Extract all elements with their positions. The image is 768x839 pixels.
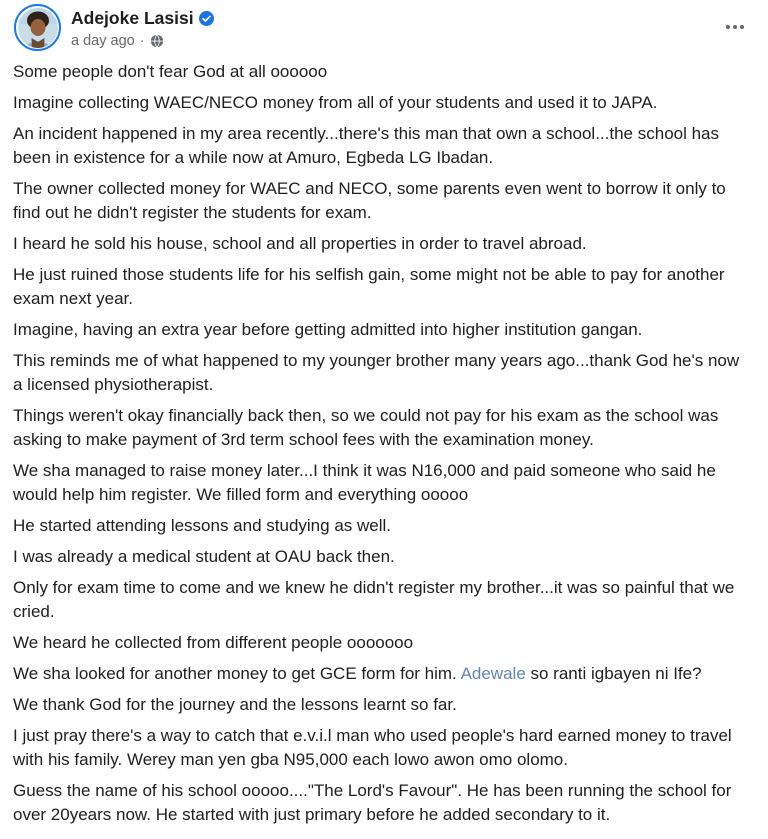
post-paragraph: The owner collected money for WAEC and NECO, some parents even went to borrow it only to find out he didn't register the students for exam. bbox=[13, 179, 726, 222]
post-paragraph: Some people don't fear God at all oooooo bbox=[13, 62, 328, 81]
post-header bbox=[0, 0, 768, 51]
post-paragraph: Only for exam time to come and we knew he didn't register my brother...it was so painful that we cried. bbox=[13, 578, 735, 621]
timestamp[interactable]: a day ago bbox=[71, 33, 135, 49]
post-paragraph: Imagine, having an extra year before getting admitted into higher institution gangan. bbox=[13, 320, 643, 339]
post-meta bbox=[71, 33, 214, 49]
author-name[interactable]: Adejoke Lasisi bbox=[71, 8, 194, 28]
meta-separator: · bbox=[139, 33, 145, 49]
avatar[interactable] bbox=[14, 4, 61, 51]
post-header-text bbox=[71, 4, 214, 49]
globe-icon bbox=[150, 34, 164, 48]
post-paragraph: Imagine collecting WAEC/NECO money from all of your students and used it to JAPA. bbox=[13, 93, 658, 112]
verified-badge-icon bbox=[199, 11, 214, 26]
post-text bbox=[0, 51, 768, 839]
post-paragraph: Guess the name of his school ooooo...."The Lord's Favour". He has been running the school for over 20years now. He started with just primary before he added secondary to it. bbox=[13, 781, 732, 824]
post-paragraph: Things weren't okay financially back then, so we could not pay for his exam as the school was asking to make payment of 3rd term school fees with the examination money. bbox=[13, 406, 719, 449]
post-paragraph: An incident happened in my area recently...there's this man that own a school...the school has been in existence for a while now at Amuro, Egbeda LG Ibadan. bbox=[13, 124, 720, 167]
post-paragraph: This reminds me of what happened to my younger brother many years ago...thank God he's now a licensed physiotherapist. bbox=[13, 351, 740, 394]
more-options-button[interactable] bbox=[718, 10, 752, 44]
post-paragraph: I heard he sold his house, school and all properties in order to travel abroad. bbox=[13, 234, 587, 253]
post-paragraph: We heard he collected from different people ooooooo bbox=[13, 633, 414, 652]
post-paragraph: He just ruined those students life for his selfish gain, some might not be able to pay for another exam next year. bbox=[13, 265, 725, 308]
more-options-icon bbox=[724, 16, 746, 38]
post-paragraph: He started attending lessons and studying as well. bbox=[13, 516, 392, 535]
post-paragraph: I just pray there's a way to catch that e.v.i.l man who used people's hard earned money to travel with his family. Werey man yen gba N95,000 each lowo awon omo olomo. bbox=[13, 726, 732, 769]
avatar-photo bbox=[18, 8, 58, 48]
post-paragraph: We thank God for the journey and the lessons learnt so far. bbox=[13, 695, 457, 714]
author-name-row bbox=[71, 8, 214, 29]
post-paragraph: I was already a medical student at OAU back then. bbox=[13, 547, 395, 566]
post-paragraph: We sha looked for another money to get GCE form for him. Adewale so ranti igbayen ni Ife? bbox=[13, 664, 702, 683]
mention-link[interactable]: Adewale bbox=[460, 664, 526, 683]
post-paragraph: We sha managed to raise money later...I think it was N16,000 and paid someone who said he would help him register. We filled form and everything ooooo bbox=[13, 461, 716, 504]
